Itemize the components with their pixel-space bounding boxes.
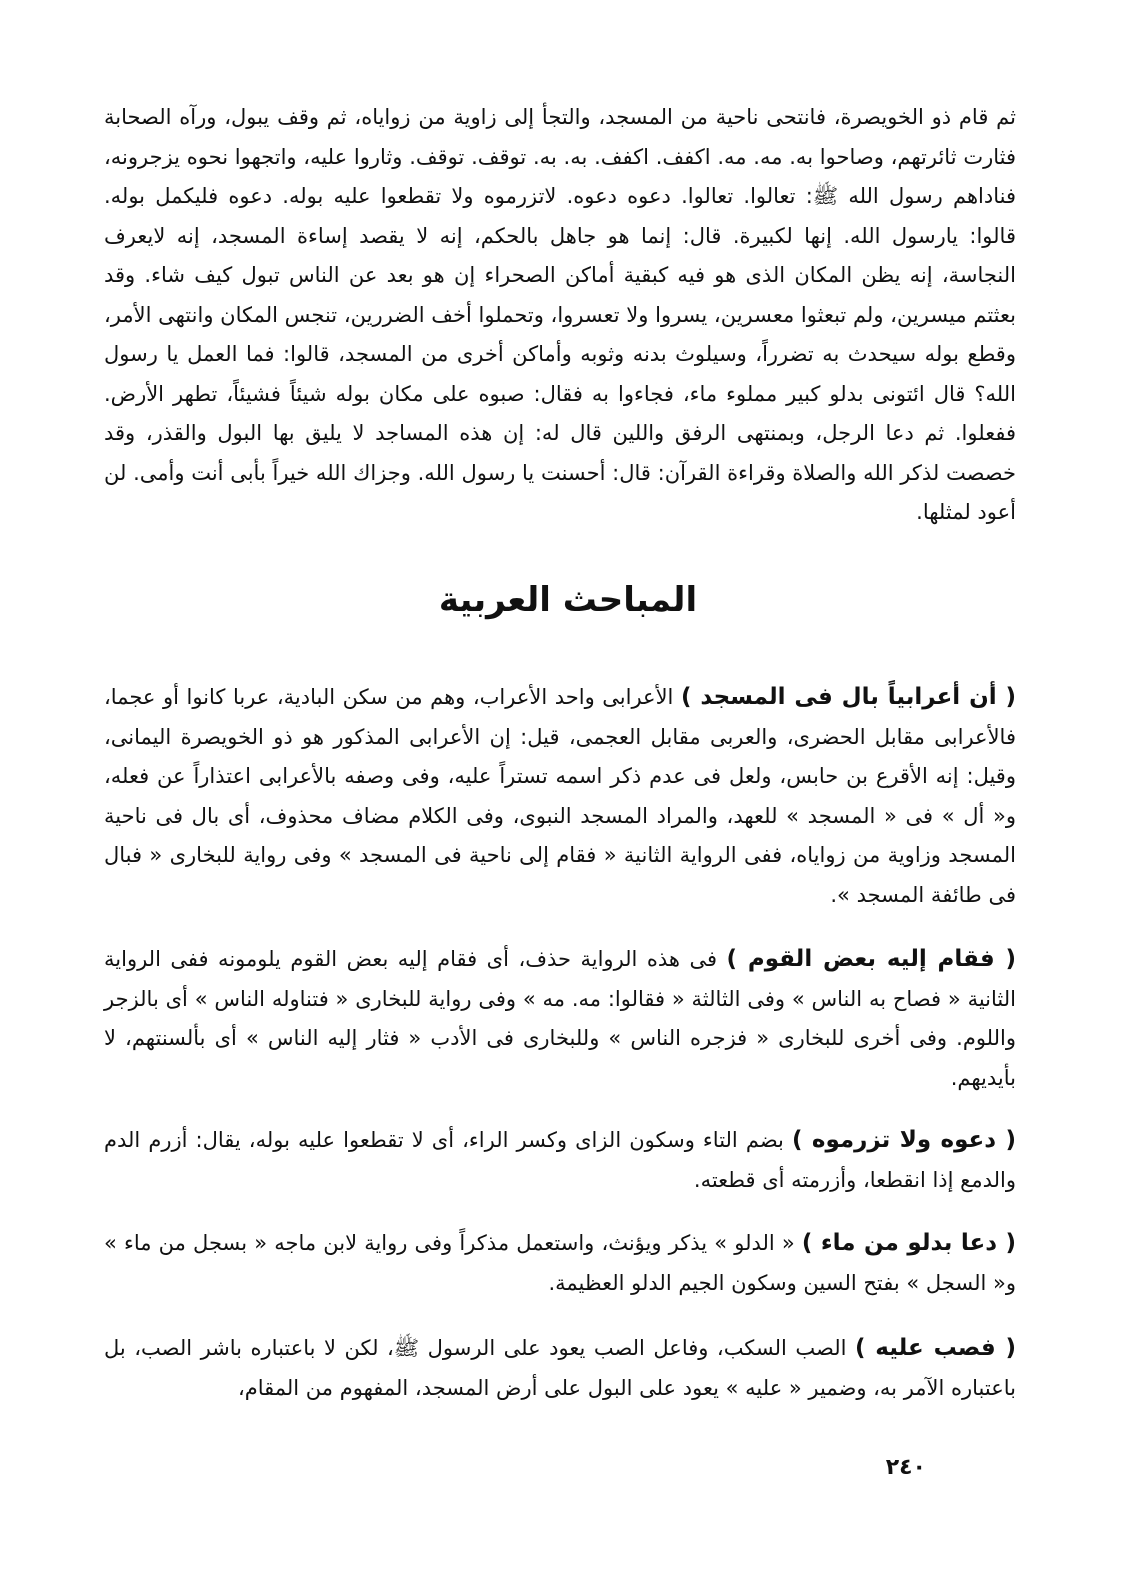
commentary-entry (104, 1329, 1016, 1408)
commentary-entry (104, 1224, 1016, 1303)
commentary-entry (104, 678, 1016, 915)
commentary-entry (104, 940, 1016, 1098)
entry-text: « الدلو » يذكر ويؤنث، واستعمل مذكراً وفى رواية لابن ماجه « بسجل من ماء » و« السجل » بفتح السين وسكون الجيم الدلو العظيمة. (104, 1231, 1016, 1295)
commentary-entry (104, 1121, 1016, 1200)
section-title: المباحث العربية (438, 580, 698, 620)
intro-paragraph: ثم قام ذو الخويصرة، فانتحى ناحية من المسجد، والتجأ إلى زاوية من زواياه، ثم وقف يبول، ورآه الصحابة فثارت ثائرتهم، وصاحوا به. مه. مه. اكفف. اكفف. به. به. توقف. توقف. وثاروا عليه، واتجهوا نحوه يزجرونه، فناداهم رسول الله ﷺ: تعالوا. تعالوا. دعوه دعوه. لاتزرموه ولا تقطعوا عليه بوله. دعوه فليكمل بوله. قالوا: يارسول الله. إنها لكبيرة. قال: إنما هو جاهل بالحكم، إنه لا يقصد إساءة المسجد، إنه لايعرف النجاسة، إنه يظن المكان الذى هو فيه كبقية أماكن الصحراء إن هو بعد عن الناس تبول كيف شاء. وقد بعثتم ميسرين، ولم تبعثوا معسرين، يسروا ولا تعسروا، وتحملوا أخف الضررين، تنجس المكان وانتهى الأمر، وقطع بوله سيحدث به تضرراً، وسيلوث بدنه وثوبه وأماكن أخرى من المسجد، قالوا: فما العمل يا رسول الله؟ قال ائتونى بدلو كبير مملوء ماء، فجاءوا به فقال: صبوه على مكان بوله شيئاً فشيئاً، تطهر الأرض. ففعلوا. ثم دعا الرجل، وبمنتهى الرفق واللين قال له: إن هذه المساجد لا يليق بها البول والقذر، وقد خصصت لذكر الله والصلاة وقراءة القرآن: قال: أحسنت يا رسول الله. وجزاك الله خيراً بأبى أنت وأمى. لن أعود لمثلها. (104, 105, 1016, 524)
entry-term: ( دعوه ولا تزرموه ) (791, 1127, 1016, 1153)
entry-text: فى هذه الرواية حذف، أى فقام إليه بعض القوم يلومونه ففى الرواية الثانية « فصاح به الناس » وفى الثالثة « فقالوا: مه. مه » وفى رواية للبخارى « فتناوله الناس » أى بالزجر واللوم. وفى أخرى للبخارى « فزجره الناس » وللبخارى فى الأدب « فثار إليه الناس » أى بألسنتهم، لا بأيديهم. (104, 947, 1016, 1090)
page-number: ٢٤٠ (885, 1455, 926, 1480)
entry-text: بضم التاء وسكون الزاى وكسر الراء، أى لا تقطعوا عليه بوله، يقال: أزرم الدم والدمع إذا انقطعا، وأزرمته أى قطعته. (104, 1128, 1016, 1192)
entry-text: الصب السكب، وفاعل الصب يعود على الرسول ﷺ، لكن لا باعتباره باشر الصب، بل باعتباره الآمر به، وضمير « عليه » يعود على البول على أرض المسجد، المفهوم من المقام، (104, 1336, 1016, 1400)
entry-term: ( دعا بدلو من ماء ) (801, 1230, 1016, 1256)
entry-text: الأعرابى واحد الأعراب، وهم من سكن البادية، عربا كانوا أو عجما، فالأعرابى مقابل الحضرى، والعربى مقابل العجمى، قيل: إن الأعرابى المذكور هو ذو الخويصرة اليمانى، وقيل: إنه الأقرع بن حابس، ولعل فى عدم ذكر اسمه تستراً عليه، وفى وصفه بالأعرابى اعتذاراً عن فعله، و« أل » فى « المسجد » للعهد، والمراد المسجد النبوى، وفى الكلام مضاف محذوف، أى بال فى ناحية المسجد وزاوية من زواياه، ففى الرواية الثانية « فقام إلى ناحية فى المسجد » وفى رواية للبخارى « فبال فى طائفة المسجد ». (104, 685, 1016, 907)
entry-term: ( فصب عليه ) (854, 1335, 1016, 1361)
entry-term: ( أن أعرابياً بال فى المسجد ) (680, 684, 1016, 710)
entry-term: ( فقام إليه بعض القوم ) (726, 946, 1016, 972)
